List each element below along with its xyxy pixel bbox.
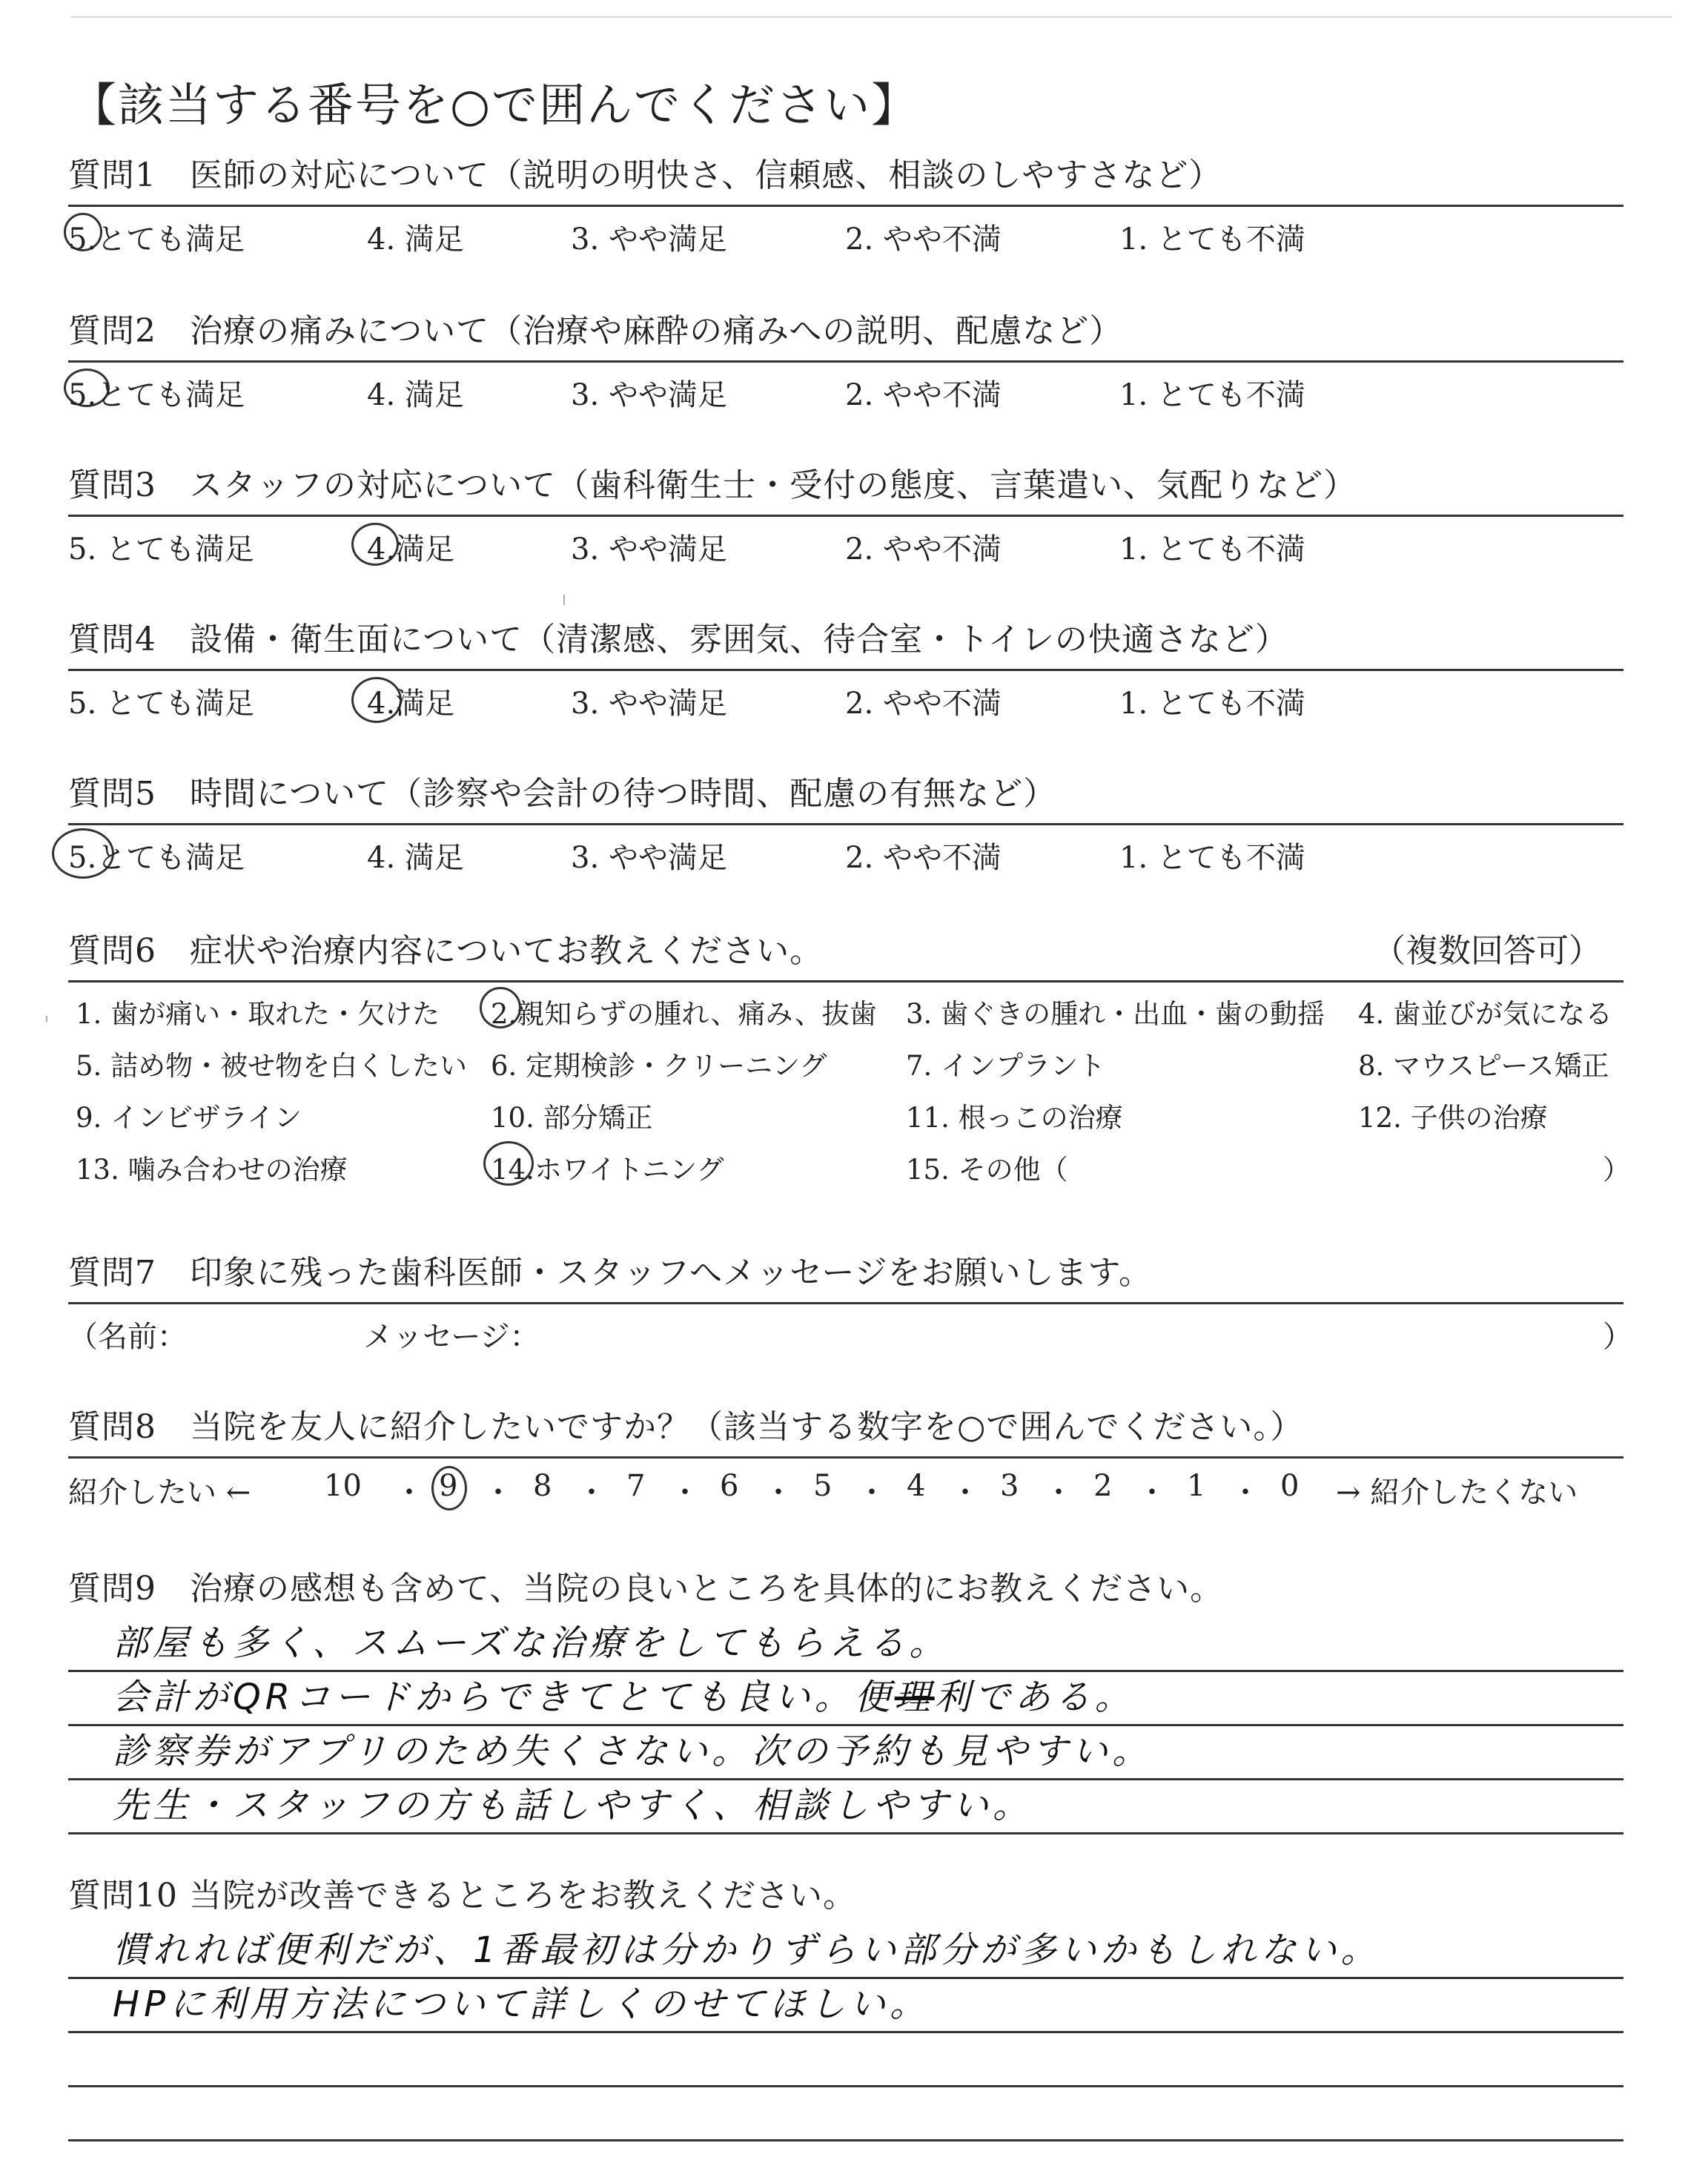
q8-dot: ・ bbox=[394, 1476, 424, 1510]
q8-scale-2[interactable]: 2 bbox=[1093, 1469, 1113, 1503]
question-2-text: 質問2 治療の痛みについて（治療や麻酔の痛みへの説明、配慮など） bbox=[68, 312, 1123, 350]
q1-option-2[interactable]: 2. やや不満 bbox=[845, 222, 1002, 257]
answer-line bbox=[68, 1618, 1623, 1672]
q6-item-1[interactable]: 1. 歯が痛い・取れた・欠けた bbox=[76, 998, 440, 1030]
q8-right-label: → 紹介したくない bbox=[1336, 1476, 1578, 1510]
q6-item-11[interactable]: 11. 根っこの治療 bbox=[906, 1102, 1123, 1134]
question-6-note: （複数回答可） bbox=[1373, 932, 1601, 970]
question-7-text: 質問7 印象に残った歯科医師・スタッフへメッセージをお願いします。 bbox=[68, 1254, 1152, 1292]
q8-scale-9[interactable]: 9 bbox=[439, 1469, 458, 1503]
q8-dot: ・ bbox=[483, 1476, 513, 1510]
answer-line bbox=[68, 1780, 1623, 1834]
q8-scale-3[interactable]: 3 bbox=[1000, 1469, 1019, 1503]
q6-item-4[interactable]: 4. 歯並びが気になる bbox=[1358, 998, 1613, 1030]
q9-answer-line-2-text: 会計がQRコードからできてとても良い。便 bbox=[113, 1677, 895, 1718]
q7-message-label: メッセージ： bbox=[363, 1320, 540, 1354]
answer-line bbox=[68, 2033, 1623, 2087]
q1-option-4[interactable]: 4. 満足 bbox=[367, 222, 464, 257]
question-5 bbox=[68, 774, 1623, 873]
q5-option-3[interactable]: 3. やや満足 bbox=[571, 841, 727, 875]
q8-scale-8[interactable]: 8 bbox=[533, 1469, 552, 1503]
q2-option-1[interactable]: 1. とても不満 bbox=[1119, 378, 1305, 412]
q8-scale-4[interactable]: 4 bbox=[907, 1469, 926, 1503]
q3-option-2[interactable]: 2. やや不満 bbox=[845, 532, 1002, 567]
answer-line bbox=[68, 2087, 1623, 2141]
q3-option-4[interactable]: 4.満足 bbox=[367, 532, 455, 567]
question-8-text: 質問8 当院を友人に紹介したいですか？（該当する数字を○で囲んでください。） bbox=[68, 1408, 1304, 1446]
answer-line bbox=[68, 1925, 1623, 1979]
q8-left-label: 紹介したい ← bbox=[68, 1476, 251, 1510]
q6-item-12[interactable]: 12. 子供の治療 bbox=[1358, 1102, 1548, 1134]
q4-option-1[interactable]: 1. とても不満 bbox=[1119, 687, 1305, 721]
question-9 bbox=[68, 1569, 1623, 1834]
q10-answer-line-2: HPに利用方法について詳しくのせてほしい。 bbox=[113, 1984, 930, 2025]
question-8 bbox=[68, 1407, 1623, 1518]
q2-option-3[interactable]: 3. やや満足 bbox=[571, 378, 727, 412]
q5-option-5[interactable]: 5.とても満足 bbox=[68, 841, 245, 875]
q2-option-4[interactable]: 4. 満足 bbox=[367, 378, 464, 412]
q8-scale-6[interactable]: 6 bbox=[720, 1469, 739, 1503]
q4-option-5[interactable]: 5. とても満足 bbox=[68, 687, 254, 721]
q9-answer-line-4: 先生・スタッフの方も話しやすく、相談しやすい。 bbox=[113, 1785, 1033, 1826]
q4-option-4[interactable]: 4.満足 bbox=[367, 687, 455, 721]
q1-option-3[interactable]: 3. やや満足 bbox=[571, 222, 727, 257]
q4-option-2[interactable]: 2. やや不満 bbox=[845, 687, 1002, 721]
question-2 bbox=[68, 311, 1623, 410]
q1-option-5[interactable]: 5.とても満足 bbox=[68, 222, 245, 257]
q8-scale-7[interactable]: 7 bbox=[626, 1469, 646, 1503]
q8-dot: ・ bbox=[950, 1476, 980, 1510]
question-4 bbox=[68, 620, 1623, 719]
answer-line bbox=[68, 1979, 1623, 2033]
q5-option-4[interactable]: 4. 満足 bbox=[367, 841, 464, 875]
q7-close-paren: ） bbox=[1603, 1320, 1632, 1354]
q5-option-2[interactable]: 2. やや不満 bbox=[845, 841, 1002, 875]
q8-dot: ・ bbox=[764, 1476, 793, 1510]
q10-answer-line-1: 慣れれば便利だが、1番最初は分かりずらい部分が多いかもしれない。 bbox=[113, 1929, 1381, 1971]
q8-scale-10[interactable]: 10 bbox=[324, 1469, 362, 1503]
top-rule bbox=[70, 16, 1672, 18]
q2-option-2[interactable]: 2. やや不満 bbox=[845, 378, 1002, 412]
q6-item-3[interactable]: 3. 歯ぐきの腫れ・出血・歯の動揺 bbox=[906, 998, 1325, 1030]
q3-option-1[interactable]: 1. とても不満 bbox=[1119, 532, 1305, 567]
answer-line bbox=[68, 1672, 1623, 1726]
q6-item-2[interactable]: 2.親知らずの腫れ、痛み、抜歯 bbox=[491, 998, 877, 1030]
q6-item-15[interactable]: 15. その他（ bbox=[906, 1154, 1068, 1186]
q4-option-3[interactable]: 3. やや満足 bbox=[571, 687, 727, 721]
q8-dot: ・ bbox=[670, 1476, 700, 1510]
q6-item-5[interactable]: 5. 詰め物・被せ物を白くしたい bbox=[76, 1050, 468, 1082]
q6-item-10[interactable]: 10. 部分矯正 bbox=[491, 1102, 653, 1134]
question-5-text: 質問5 時間について（診察や会計の待つ時間、配慮の有無など） bbox=[68, 775, 1057, 813]
question-4-text: 質問4 設備・衛生面について（清潔感、雰囲気、待合室・トイレの快適さなど） bbox=[68, 621, 1288, 658]
q9-answer-strikeout: 理 bbox=[894, 1677, 935, 1718]
q5-option-1[interactable]: 1. とても不満 bbox=[1119, 841, 1305, 875]
scan-speck bbox=[563, 595, 565, 605]
q9-answer-line-2-tail: 利である。 bbox=[934, 1677, 1135, 1718]
q6-item-8[interactable]: 8. マウスピース矯正 bbox=[1358, 1050, 1609, 1082]
q1-option-1[interactable]: 1. とても不満 bbox=[1119, 222, 1305, 257]
q9-answer-line-1: 部屋も多く、スムーズな治療をしてもらえる。 bbox=[113, 1622, 950, 1664]
q9-answer-line-2 bbox=[113, 1668, 1135, 1720]
q8-scale-5[interactable]: 5 bbox=[813, 1469, 833, 1503]
q8-dot: ・ bbox=[577, 1476, 606, 1510]
q6-item-14[interactable]: 14.ホワイトニング bbox=[491, 1154, 724, 1186]
question-6 bbox=[68, 931, 1630, 1190]
question-9-text: 質問9 治療の感想も含めて、当院の良いところを具体的にお教えください。 bbox=[68, 1570, 1224, 1608]
q6-item-9[interactable]: 9. インビザライン bbox=[76, 1102, 302, 1134]
q2-option-5[interactable]: 5.とても満足 bbox=[68, 378, 245, 412]
q6-item-7[interactable]: 7. インプラント bbox=[906, 1050, 1106, 1082]
q6-item-15-close: ） bbox=[1603, 1154, 1630, 1186]
q8-dot: ・ bbox=[1044, 1476, 1073, 1510]
question-7 bbox=[68, 1253, 1632, 1354]
q8-dot: ・ bbox=[1231, 1476, 1260, 1510]
q6-item-13[interactable]: 13. 噛み合わせの治療 bbox=[76, 1154, 348, 1186]
question-1-text: 質問1 医師の対応について（説明の明快さ、信頼感、相談のしやすさなど） bbox=[68, 156, 1222, 194]
question-6-text: 質問6 症状や治療内容についてお教えください。 bbox=[68, 932, 824, 970]
q8-scale-0[interactable]: 0 bbox=[1280, 1469, 1300, 1503]
q7-name-label: （名前： bbox=[68, 1320, 187, 1354]
scan-speck bbox=[46, 1016, 47, 1022]
q3-option-3[interactable]: 3. やや満足 bbox=[571, 532, 727, 567]
question-1 bbox=[68, 156, 1623, 257]
question-10-text: 質問10 当院が改善できるところをお教えください。 bbox=[68, 1877, 856, 1915]
q8-dot: ・ bbox=[1137, 1476, 1167, 1510]
page-title: 【該当する番号を○で囲んでください】 bbox=[70, 78, 919, 132]
answer-line bbox=[68, 1726, 1623, 1780]
q8-dot: ・ bbox=[857, 1476, 887, 1510]
q3-option-5[interactable]: 5. とても満足 bbox=[68, 532, 254, 567]
q9-answer-line-3: 診察券がアプリのため失くさない。次の予約も見やすい。 bbox=[113, 1731, 1153, 1772]
q8-scale-1[interactable]: 1 bbox=[1187, 1469, 1206, 1503]
question-10 bbox=[68, 1876, 1623, 2141]
question-3-text: 質問3 スタッフの対応について（歯科衛生士・受付の態度、言葉遣い、気配りなど） bbox=[68, 466, 1357, 504]
question-3 bbox=[68, 466, 1623, 567]
q6-item-6[interactable]: 6. 定期検診・クリーニング bbox=[491, 1050, 827, 1082]
